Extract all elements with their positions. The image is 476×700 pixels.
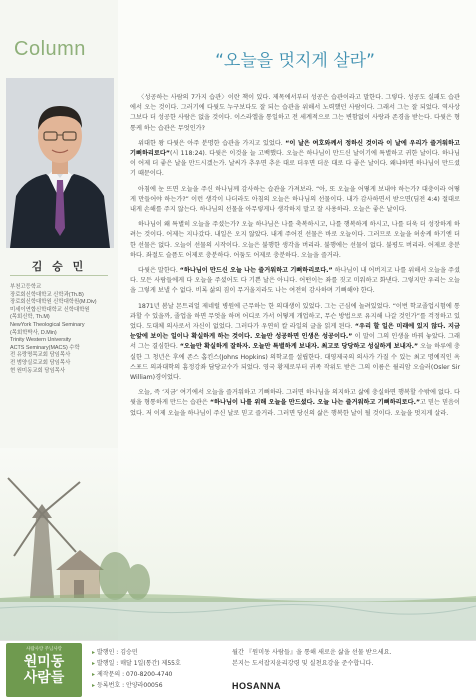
bio-item: 장로회신학대학교 신학과(Th.B) [10, 291, 84, 298]
paragraph-text: 〈성공하는 사람의 7가지 습관〉이란 책이 있다. 제목에서부터 성공은 습관이라고 말한다. 그렇다. 성공도 실패도 습관에서 오는 것이다. 그러기에 다윗도 누구보다도 잘 되는 습관을 위해서 노력했던 사람이다. 그래서 그는 잘 되었다. 역사상 그보다 더 성공한 사람은 없을 것이다. 이스라엘을 통일하고 전 세계적으로 그는 변함없이 사랑과 존경을 받는다. 다윗은 형통케 하는 습관은 무엇인가? [130, 94, 460, 132]
highlighted-quote: “하나님이 나를 위해 오늘을 만드셨다. 오늘 나는 즐거워하고 기뻐하리로다.” [209, 399, 421, 407]
bio-item: 미세이연합신학대학교 신학대학원 [10, 306, 90, 313]
bio-item: Trinity Western University [10, 337, 72, 344]
bio-item: 장로회신학대학원 신학대학원(M.Div) [10, 299, 97, 306]
highlighted-quote: “오늘만 확실하게 잘하자. 오늘만 특별하게 보내자. 최고로 당당하고 성실하게 보내자.” [179, 343, 419, 351]
pub-info-item [92, 680, 181, 691]
bio-item: (목회학박사, D.Min) [10, 329, 57, 336]
paragraph-text: 고 믿는 믿음이었다. 저 이제 오늘을 하나님이 주신 날로 믿고 즐거라. 그러면 당신의 삶은 행복한 날이 될 것이다. 오늘을 멋지게 살라. [130, 399, 461, 417]
bullet-icon: ▸ [92, 682, 96, 689]
bullet-icon: ▸ [92, 671, 96, 678]
paragraph-text: 위대한 왕 다윗은 아주 분명한 습관을 가지고 있었다. [138, 139, 286, 147]
article-body [130, 93, 460, 424]
bullet-icon: ▸ [92, 660, 96, 667]
paragraph-text: 하나님이 왜 특별히 오늘을 주셨는가? 오늘 하나님은 나를 축복하시고, 나를 행복하게 하시고, 나를 더욱 더 성장하게 하려는 것이다. 어제는 지나갔다. 내일은 오지 않았다. 내게 주어진 선물은 바로 오늘이다. 그러므로 오늘을 허송케 하기엔 더한 선물은 없다. 오늘이 선물의 시작이다. 오늘은 불행한 생각을 버리라. 불행에는 선물이 없다. 불평도 버리라. 어제로 충분하다. 좌절도 슬픔도 어제로 충분하다. 어둠도 어제로 충분하다. 오늘을 즐거라. [130, 221, 460, 259]
logo-tagline: 사람사랑 주님사랑 [25, 646, 63, 651]
article-paragraph [130, 93, 460, 134]
promo-line-1: 월간 『원미동 사람들』을 통해 새로운 삶을 선물 받으세요. [232, 649, 392, 656]
paragraph-text: 오늘, 즉 ‘지금’ 여기에서 오늘을 즐거워하고 기뻐하라. 그러면 하나님을 의지하고 삶에 충실하면 행복할 수밖에 없다. 다윗을 형통하게 만드는 습관은 [130, 389, 460, 407]
pub-info-text: 제작문의 : 070-8200-4740 [97, 671, 173, 678]
pub-info-text: 등록번호 : 안양라00056 [97, 682, 163, 689]
paragraph-text: 1871년 봄날 몬트리얼 제네럴 병원에 근무하는 한 의대생이 있었다. 그는 근심에 놀려있었다. “이번 학교졸업시험에 통과할 수 있을까, 졸업을 하면 무엇을 하며 어디로 가서 어떻게 개업하고, 무슨 방법으로 유지해 나갈 것인가”를 걱정하고 있었다. 도대체 의사로서 자신이 없었다. 그러다가 우연히 칼 라일의 글을 읽게 된다. [130, 302, 460, 331]
bio-item: NewYork Theological Seminary [10, 321, 85, 328]
highlighted-quote: “하나님이 만드신 오늘 나는 즐거워하고 기뻐하리로다.” [179, 267, 333, 275]
article-paragraph [130, 185, 460, 216]
paragraph-text: 아침에 눈 뜨면 오늘을 주신 하나님께 감사하는 습관을 가져보라. “아, 또 오늘을 어떻게 보내야 하는가? 대충이라 어떻게 만들어야 하는가?” 이런 생각이 나더라도 아침의 오늘은 하나님의 선물이다. 내가 감사하면서 받으면(딤전 4:4) 절대로 내게 손해를 주지 않는다. 하나님의 선물을 아무렇게나 생각하지 말고 잘 사용하라. 오늘은 좋은 날이다. [130, 185, 460, 214]
bio-item: (목회신학, Th.M) [10, 314, 50, 321]
paragraph-text: 이 말이 그의 인생을 바꿔 놓았다. 그래서 그는 결심한다. [130, 333, 461, 351]
author-photo [6, 78, 114, 248]
bullet-icon: ▸ [92, 649, 96, 656]
divider [10, 275, 108, 276]
bio-item: 전 유랑명목교회 담임목사 [10, 352, 71, 359]
article-paragraph [130, 139, 460, 180]
author-bio-list [10, 284, 114, 375]
author-name: 김 승 민 [31, 260, 87, 273]
article-paragraph [130, 302, 460, 384]
bio-item: 현 원미동교회 담임목사 [10, 367, 66, 374]
paragraph-text: 다윗은 말한다. [138, 267, 180, 275]
author-sidebar [0, 0, 118, 640]
logo-wordmark [6, 654, 82, 686]
paragraph-text: 오늘 하루에 충실한 그 청년은 후에 존스 홉킨스(Johns Hopkins) 의학교를 설립한다. 대영제국의 의사가 가질 수 있는 최고 명예직인 옥스포드 의과대학의 흠정강좌 담당교수가 되었다. 영국 황제로부터 귀족 작위도 받은 그의 이름은 윌리암 오슬러(Osler Sir William)경이었다. [130, 343, 461, 382]
publisher-logo: HOSANNA [232, 681, 282, 691]
pub-info-text: 발행일 : 매달 1일(통간) 제55호 [97, 660, 181, 667]
bio-item: 전 범양실로교회 담임목사 [10, 359, 71, 366]
promo-line-2: 본지는 도서잡지윤리강령 및 실천요강을 준수합니다. [232, 660, 374, 667]
article-paragraph [130, 266, 460, 297]
paragraph-text: 하나님이 내 어버지고 나를 위해서 오늘을 주셨다. 모든 사람들에게 다 오늘을 주셨어도 다 기쁜 날은 아니다. 어떤이는 좌를 짓고 미워하고 화낸다. 그렇지만 우리는 오늘을 그렇게 보낼 수 없다. 비록 삶의 짐이 무거울지라도 나는 여전히 감사하며 기뻐해야 한다. [130, 267, 461, 295]
pub-info-item [92, 658, 181, 669]
pub-info-item [92, 647, 181, 658]
logo-line-1: 원미동 [23, 654, 65, 670]
logo-line-2: 사람들 [23, 670, 65, 686]
article-paragraph [130, 220, 460, 261]
promo-text [232, 647, 468, 669]
pub-info-text: 발행인 : 김승민 [97, 649, 138, 656]
highlighted-quote: “이 날은 여호와께서 정하신 것이라 이 날에 우리가 즐거워하고 기뻐하리로다” [130, 139, 460, 158]
author-portrait-image [6, 78, 114, 248]
bio-item: 부천고등학교 [10, 284, 42, 290]
paragraph-text: (시 118:24). 다윗은 이것을 늘 고백했다. 오늘은 하나님이 만드신 날이기에 특별하고 귀한 날이다. 하나님이 어제 더 좋은 날을 만드시겠는가. 날씨가 추우면 추운 대로 더우면 더운 대로 다 좋은 날이다. 왜냐하면 하나님이 만드셨기 때문이다. [130, 150, 460, 178]
highlighted-quote: “우리 할 일은 미래에 있지 않다. 지금 눈앞에 보이는 일이나 확실하게 하는 것이다. 오늘만 성공하면 인생은 성공이다.” [130, 323, 460, 341]
column-label: Column [14, 38, 86, 60]
publication-info [92, 647, 181, 691]
article-title: “오늘을 멋지게 살라” [215, 51, 375, 71]
pub-info-item [92, 669, 181, 680]
article-paragraph [130, 388, 460, 419]
bio-item: ACTS Seminary(MACS) 수학 [10, 344, 80, 351]
